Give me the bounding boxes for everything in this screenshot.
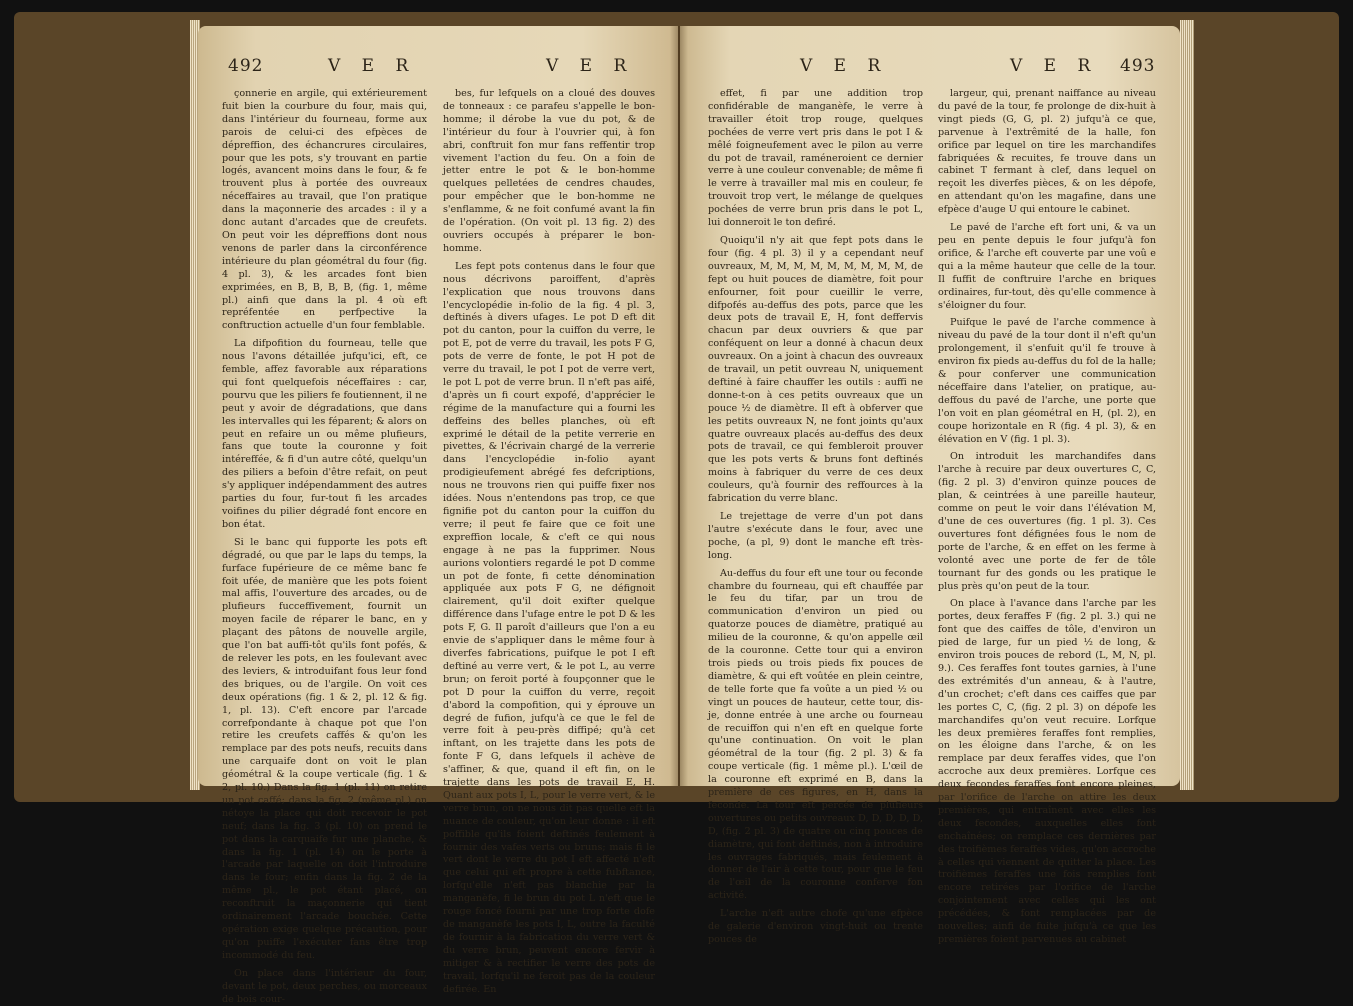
paragraph: Le trejettage de verre d'un pot dans l'autre s'exécute dans le four, avec une poche, (a pl, 9) dont le manche eft très-long.	[708, 511, 923, 561]
paragraph: Les fept pots contenus dans le four que nous décrivons paroiffent, d'après l'explication que nous trouvons dans l'encyclopédie in-folio de la fig. 4 pl. 3, deftinés à divers ufages. Le pot D eft dit pot du canton, pour la cuiffon du verre, le pot E, pot de verre du travail, les pots F G, pots de verre de fonte, le pot H pot de verre du travail, le pot I pot de verre vert, le pot L pot de verre brun. Il n'eft pas aifé, d'après un fi court expofé, d'apprécier le régime de la manufacture qui a fourni les deffeins des belles planches, où eft exprimé le détail de la petite verrerie en pivettes, & l'écrivain chargé de la verrerie dans l'encyclopédie in-folio ayant prodigieufement abrégé fes defcriptions, nous ne trouvons rien qui puiffe fixer nos idées. Nous n'entendons pas trop, ce que fignifie pot du canton pour la cuiffon du verre; il peut fe faire que ce foit une expreffion locale, & c'eft ce qui nous engage à ne pas la fupprimer. Nous aurions volontiers regardé le pot D comme un pot de fonte, fi cette dénomination appliquée aux pots F G, ne défignoit clairement, qu'il doit exifter quelque différence dans l'ufage entre le pot D & les pots F, G. Il paroît d'ailleurs que l'on a eu envie de s'appliquer dans le même four à diverfes fabrications, puifque le pot I eft deftiné au verre vert, & le pot L, au verre brun; on feroit porté à foupçonner que le pot D pour la cuiffon du verre, reçoit d'abord la compofition, qui y éprouve un degré de fufion, jufqu'à ce que le fel de verre foit à peu-près diffipé; qu'à cet inftant, on les trajette dans les pots de fonte F G, dans lefquels il achève de s'affiner, & que, quand il eft fin, on le trajette dans les pots de travail E, H. Quant aux pots I, L, pour le verre vert, & le verre brun, on ne nous dit pas quelle eft la nuance de couleur, qu'on leur donne : il eft poffible qu'ils foient deftinés feulement à fournir des vafes verts ou bruns; mais fi le vert dont le verre du pot I eft affecté n'eft que celui qui eft propre à cette fubftance, lorfqu'elle n'eft pas blanchie par la manganèfe, fi le brun du pot L n'eft que le rouge foncé fourni par une trop forte dofe de manganèfe les pots I, L, outre la faculté de fournir à la fabrication du verre vert & du verre brun, peuvent encore fervir à mitiger & à rectifier le verre des pots de travail, lorfqu'il ne feroit pas de la couleur defirée. En	[443, 260, 655, 995]
running-head-left-col2: V E R	[546, 56, 635, 76]
paragraph: Quoiqu'il n'y ait que fept pots dans le four (fig. 4 pl. 3) il y a cependant neuf ouvreaux, M, M, M, M, M, M, M, M, M, de fept ou huit pouces de diamètre, foit pour enfourner, foit pour cueillir le verre, difpofés au-deffus des pots, parce que les deux pots de travail E, H, font deffervis chacun par deux ouvriers & que par conféquent on leur a donné à chacun deux ouvreaux. On a joint à chacun des ouvreaux de travail, un petit ouvreau N, uniquement deftiné à faire chauffer les outils : auffi ne donne-t-on à ces petits ouvreaux que un pouce ½ de diamètre. Il eft à obferver que les petits ouvreaux N, ne font joints qu'aux quatre ouvreaux placés au-deffus des deux pots de travail, ce qui fembleroit prouver que les pots verts & bruns font deftinés moins à fabriquer du verre de ces deux couleurs, qu'à fournir des reffources à la fabrication du verre blanc.	[708, 234, 923, 505]
paragraph: Le pavé de l'arche eft fort uni, & va un peu en pente depuis le four jufqu'à fon orifice, & l'arche eft couverte par une voû e qui a la même hauteur que celle de la tour. Il fuffit de conftruire l'arche en briques ordinaires, fur-tout, dès qu'elle commence à s'éloigner du four.	[938, 222, 1156, 311]
paragraph: On place dans l'intérieur du four, devant le pot, deux perches, ou morceaux de bois cour-	[222, 967, 427, 1005]
running-head-left-col1: V E R	[328, 56, 417, 76]
page-number-left: 492	[228, 56, 264, 76]
paragraph: Au-deffus du four eft une tour ou feconde chambre du fourneau, qui eft chauffée par le feu du tifar, par un trou de communication d'environ un pied ou quatorze pouces de diamètre, pratiqué au milieu de la couronne, & qu'on appelle œil de la couronne. Cette tour qui a environ trois pieds ou trois pieds fix pouces de diamètre, & qui eft voûtée en plein ceintre, de telle forte que fa voûte a un pied ½ ou vingt un pouces de hauteur, cette tour, dis-je, donne entrée à une arche ou fourneau de recuiffon qui n'en eft en quelque forte qu'une continuation. On voit le plan géométral de la tour (fig. 2 pl. 3) & fa coupe verticale (fig. 1 même pl.). L'œil de la couronne eft exprimé en B, dans la première de ces figures, en H, dans la feconde. La tour eft percée de plufieurs ouvertures ou petits ouvreaux D, D, D, D, D, D, (fig. 2 pl. 3) de quatre ou cinq pouces de diamètre, qui font deftinés, non à introduire les ouvrages fabriqués, mais feulement à donner de l'air à cette tour, pour que le feu de l'œil de la couronne conferve fon activité.	[708, 567, 924, 902]
running-head-right-col2: V E R	[1010, 56, 1099, 76]
right-page-edges	[1180, 20, 1194, 790]
paragraph: largeur, qui, prenant naiffance au niveau du pavé de la tour, fe prolonge de dix-huit à vingt pieds (G, G, pl. 2) jufqu'à ce que, parvenue à l'extrêmité de la halle, fon orifice par lequel on tire les marchandifes fabriquées & recuites, fe trouve dans un cabinet T fermant à clef, dans lequel on reçoit les diverfes pièces, & on les dépofe, en attendant qu'on les magafine, dans une efpèce d'auge U qui entoure le cabinet.	[938, 88, 1156, 216]
paragraph: L'arche n'eft autre chofe qu'une efpèce de galerie d'environ vingt-huit ou trente pouces de	[708, 908, 923, 945]
paragraph: effet, fi par une addition trop confidérable de manganèfe, le verre à travailler étoit trop rouge, quelques pochées de verre vert pris dans le pot I & mêlé foigneufement avec le pilon au verre du pot de travail, raméneroient ce dernier verre à une couleur convenable; de même fi le verre à travailler mal mis en couleur, fe trouvoit trop vert, le mélange de quelques pochées de verre brun pris dans le pot L, lui donneroit le ton defiré.	[708, 88, 923, 229]
right-page-column-1	[708, 88, 924, 945]
paragraph: Si le banc qui fupporte les pots eft dégradé, ou que par le laps du temps, la furface fupérieure de ce même banc fe foit ufée, de manière que les pots foient mal affis, l'ouverture des arcades, ou de plufieurs fucceffivement, fournit un moyen facile de réparer le banc, en y plaçant des pâtons de nouvelle argile, que l'on bat auffi-tôt qu'ils font pofés, & de relever les pots, en les foulevant avec des leviers, & introduifant fous leur fond des briques, ou de l'argile. On voit ces deux opérations (fig. 1 & 2, pl. 12 & fig. 1, pl. 13). C'eft encore par l'arcade correfpondante à chaque pot que l'on retire les creufets caffés & qu'on les remplace par des pots neufs, recuits dans une carquaife dont on voit le plan géométral & la coupe verticale (fig. 1 & 2, pl. 10.) Dans la fig. 1 (pl. 11) on retire un pot caffé; dans la fig. 2 (même pl.) on nétoye la place qui doit recevoir le pot neuf; dans la fig. 3 (pl. 10) on prend le pot dans la carquaife fur une planche, & dans la fig. 1 (pl. 14) on le porte à l'arcade par laquelle on doit l'introduire dans le four; enfin dans la fig. 2 de la même pl., le pot étant placé, on reconftruit la maçonnerie qui tient ordinairement l'arcade bouchée. Cette opération exige quelque précaution, pour qu'on puiffe l'exécuter fans être trop incommodé du feu.	[222, 536, 427, 961]
left-page-column-2	[443, 88, 655, 995]
running-head-right-col1: V E R	[800, 56, 889, 76]
right-page-header	[680, 56, 1180, 78]
paragraph: On place à l'avance dans l'arche par les portes, deux feraffes F (fig. 2 pl. 3.) qui ne font que des caiffes de tôle, d'environ un pied de large, fur un pied ½ de long, & environ trois pouces de rebord (L, M, N, pl. 9.). Ces feraffes font toutes garnies, à l'une des extrémités d'un anneau, & à l'autre, d'un crochet; c'eft dans ces caiffes que par les portes C, C, (fig. 2 pl. 3) on dépofe les marchandifes qu'on veut recuire. Lorfque les deux premières feraffes font remplies, on les éloigne dans l'arche, & on les remplace par deux feraffes vides, que l'on accroche aux deux premières. Lorfque ces deux fecondes feraffes font encore pleines, par l'orifice de l'arche on attire les deux premières, qui entraînent avec elles les deux fecondes, auxquelles elles font enchaînées; on remplace ces dernières par des troifièmes feraffes vides, qu'on accroche à celles qui viennent de quitter la place. Les troifièmes feraffes une fois remplies font encore retirées par l'orifice de l'arche conjointement avec celles qui les ont précédées, & font remplacées par de nouvelles; ainfi de fuite jufqu'à ce que les premières foient parvenues au cabinet	[938, 598, 1156, 945]
paragraph: bes, fur lefquels on a cloué des douves de tonneaux : ce parafeu s'appelle le bon-homme; il dérobe la vue du pot, & de l'intérieur du four à l'ouvrier qui, à fon abri, conftruit fon mur fans reffentir trop vivement l'action du feu. On a foin de jetter entre le pot & le bon-homme quelques pelletées de cendres chaudes, pour empêcher que le bon-homme ne s'enflamme, & ne foit confumé avant la fin de l'opération. (On voit pl. 13 fig. 2) des ouvriers occupés à préparer le bon-homme.	[443, 88, 655, 254]
paragraph: La difpofition du fourneau, telle que nous l'avons détaillée jufqu'ici, eft, ce femble, affez favorable aux réparations qui font quelquefois néceffaires : car, pourvu que les piliers fe foutiennent, il ne peut y avoir de dégradations, que dans les intervalles qui les féparent; & alors on peut en refaire un ou même plufieurs, fans que toute la couronne y foit intéreffée, & fi d'un autre côté, quelqu'un des piliers a befoin d'être refait, on peut s'y appliquer indépendamment des autres parties du four, fur-tout fi les arcades voifines du pilier dégradé font encore en bon état.	[222, 338, 427, 530]
right-page	[680, 26, 1180, 945]
left-page	[198, 26, 678, 1005]
paragraph: Puifque le pavé de l'arche commence à niveau du pavé de la tour dont il n'eft qu'un prolongement, il s'enfuit qu'il fe trouve à environ fix pieds au-deffus du fol de la halle; & pour conferver une communication néceffaire dans l'atelier, on pratique, au-deffous du pavé de l'arche, une porte que l'on voit en plan géométral en H, (pl. 2), en coupe horizontale en R (fig. 4 pl. 3), & en élévation en V (fig. 1 pl. 3).	[938, 317, 1156, 445]
left-page-header	[198, 56, 678, 78]
book-gutter	[670, 26, 688, 786]
page-number-right: 493	[1120, 56, 1156, 76]
paragraph: On introduit les marchandifes dans l'arche à recuire par deux ouvertures C, C, (fig. 2 pl. 3) d'environ quinze pouces de plan, & ceintrées à une pareille hauteur, comme on peut le voir dans l'élévation M, d'une de ces ouvertures (fig. 1 pl. 3). Ces ouvertures font défignées fous le nom de porte de l'arche, & en effet on les ferme à volonté avec une porte de fer de tôle tournant fur des gonds ou les pratique le plus près qu'on peut de la tour.	[938, 451, 1156, 592]
paragraph: çonnerie en argile, qui extérieurement fuit bien la courbure du four, mais qui, dans l'intérieur du fourneau, forme aux parois de celui-ci des efpèces de dépreffion, des échancrures circulaires, pour que les pots, s'y trouvant en partie logés, avancent moins dans le four, & fe trouvent plus à portée des ouvreaux néceffaires au travail, que l'on pratique dans la maçonnerie des arcades : il y a donc autant d'arcades que de creufets. On peut voir les dépreffions dont nous venons de parler dans la circonférence intérieure du plan géométral du four (fig. 4 pl. 3), & les arcades font bien exprimées, en B, B, B, B, (fig. 1, même pl.) ainfi que dans la pl. 4 où eft repréfentée en perfpective la conftruction actuelle d'un four femblable.	[222, 88, 427, 332]
left-page-column-1	[222, 88, 427, 1005]
right-page-column-2	[938, 88, 1156, 945]
